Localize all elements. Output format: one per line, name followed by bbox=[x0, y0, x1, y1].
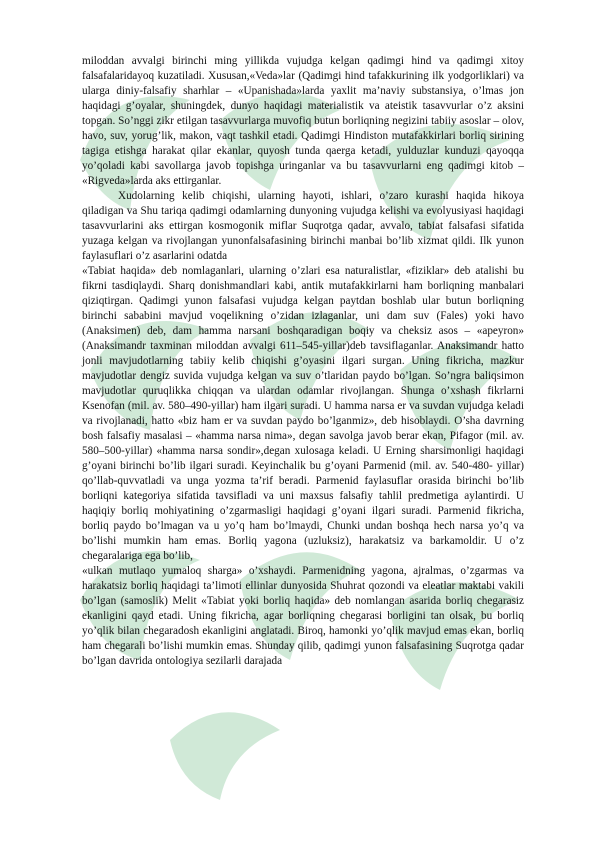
paragraph-1: miloddan avvalgi birinchi ming yillikda vujudga kelgan qadimgi hind va qadimgi xitoy falsafalaridayoq kuzatiladi. Xususan,«Veda»lar (Qadimgi hind tafakkurining ilk yodgorliklari) va ularga diniy-falsafiy sharhlar – «Upanishada»larda yaxlit ma’naviy substansiya, o’lmas jon haqidagi g’oyalar, shuningdek, dunyo haqidagi materialistik va ateistik tasavvurlar o’z aksini topgan. So’nggi zikr etilgan tasavvurlarga muvofiq butun borliqning negizini tabiiy asoslar – olov, havo, suv, yorug’lik, makon, vaqt tashkil etadi. Qadimgi Hindiston mutafakkirlari borliq sirining tagiga etishga harakat qilar ekanlar, quyosh tunda qaerga ketadi, yulduzlar kunduzi qayoqqa yo’qoladi kabi savollarga javob topishga uringanlar va bu tasavvurlarni eng qadimgi kitob – «Rigveda»larda aks ettirganlar. bbox=[82, 55, 524, 187]
body-text bbox=[82, 54, 524, 669]
paragraph-4: «ulkan mutlaqo yumaloq sharga» o’xshaydi. Parmenidning yagona, ajralmas, o’zgarmas va harakatsiz borliq haqidagi ta’limoti ellinlar dunyosida Shuhrat qozondi va eleatlar maktabi vakili bo’lgan (samoslik) Melit «Tabiat yoki borliq haqida» deb nomlangan asarida borliq chegarasiz ekanligini qayd etadi. Uning fikricha, agar borliqning chegarasi borligini tan olsak, bu borliq yo’qlik bilan chegaradosh ekanligini anglatadi. Biroq, hamonki yo’qlik mavjud emas ekan, borliq ham chegarali bo’lishi mumkin emas. Shunday qilib, qadimgi yunon falsafasining Suqrotga qadar bo’lgan davrida ontologiya sezilarli darajada bbox=[82, 565, 524, 667]
paragraph-2: Xudolarning kelib chiqishi, ularning hayoti, ishlari, o’zaro kurashi haqida hikoya qiladigan va Shu tariqa qadimgi odamlarning dunyoning vujudga kelishi va evolyusiyasi haqidagi tasavvurlarini aks ettirgan kosmogonik miflar Suqrotga qadar, avvalo, tabiat falsafasi sifatida yuzaga kelgan va rivojlangan yunonfalsafasining birinchi manbai bo’lib xizmat qildi. Ilk yunon faylasuflari o’z asarlarini odatda bbox=[82, 190, 524, 262]
paragraph-3: «Tabiat haqida» deb nomlaganlari, ularning o’zlari esa naturalistlar, «fiziklar» deb atalishi bu fikrni tasdiqlaydi. Sharq donishmandlari kabi, antik mutafakkirlarni ham borliqning manbalari qiziqtirgan. Qadimgi yunon falsafasi vujudga kelgan paytdan boshlab ular butun borliqning birinchi sababini mavjud voqelikning o’zidan izlaganlar, uni dam suv (Fales) yoki havo (Anaksimen) deb, dam hamma narsani boshqaradigan boqiy va cheksiz asos – «apeyron» (Anaksimandr taxminan miloddan avvalgi 611–545-yillar)deb tavsiflaganlar. Anaksimandr hatto jonli mavjudotlarning tabiiy kelib chiqishi g’oyasini ilgari surgan. Uning fikricha, mazkur mavjudotlar dengiz suvida vujudga kelgan va suv o’tlaridan paydo bo’lgan. So’ngra baliqsimon mavjudotlar quruqlikka chiqqan va ulardan odamlar rivojlangan. Shunga o’xshash fikrlarni Ksenofan (mil. av. 580–490-yillar) ham ilgari suradi. U hamma narsa er va suvdan vujudga keladi va rivojlanadi, hatto «biz ham er va suvdan paydo bo’lganmiz», deb hisoblaydi. O’sha davrning bosh falsafiy masalasi – «hamma narsa nima», degan savolga javob berar ekan, Pifagor (mil. av. 580–500-yillar) «hamma narsa sondir»,degan xulosaga keladi. U Erning sharsimonligi haqidagi g’oyani birinchi bo’lib ilgari suradi. Keyinchalik bu g’oyani Parmenid (mil. av. 540-480- yillar) qo’llab-quvvatladi va unga yozma ta’rif beradi. Parmenid faylasuflar orasida birinchi bo’lib borliqni kategoriya sifatida tavsifladi va uni maxsus falsafiy tahlil predmetiga aylantirdi. U haqiqiy borliq mohiyatining o’zgarmasligi haqidagi g’oyani ilgari suradi. Parmenid fikricha, borliq paydo bo’lmagan va u yo’q ham bo’lmaydi, Chunki undan boshqa hech narsa yo’q va bo’lishi mumkin ham emas. Borliq yagona (uzluksiz), harakatsiz va barkamoldir. U o’z chegaralariga ega bo’lib, bbox=[82, 265, 524, 562]
watermark-leaf-shape bbox=[170, 712, 280, 800]
